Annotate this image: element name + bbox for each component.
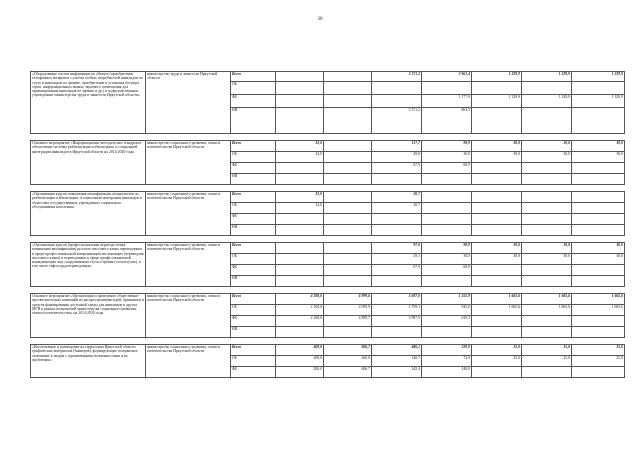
amount-cell: 1 329,9 — [522, 95, 572, 108]
amount-cell — [324, 225, 372, 236]
page-number: 30 — [317, 17, 323, 22]
amount-cell — [276, 72, 324, 82]
amount-cell: 97,0 — [372, 243, 422, 254]
amount-cell: 3 371,2 — [372, 108, 422, 134]
amount-cell — [276, 225, 324, 236]
table-gap-cell — [31, 185, 625, 192]
amount-cell: 345,4 — [372, 367, 422, 378]
amount-cell — [572, 82, 625, 95]
funding-source-label: ФБ — [231, 316, 276, 327]
amount-cell — [324, 254, 372, 265]
measure-description: «Организация курсов (профессиональная переподготовка, повышение квалификации) русского жестового языка переводчиков в сфере профессиональной коммуникации неслышащих (переводчик жестового языка) и переводчиков в сфере профессиональной коммуникации лиц с нарушениями слуха и зрения (слепоглухих), в том числе тифлосурдопереводчиков» — [31, 243, 146, 287]
amount-cell: 67,9 — [372, 163, 422, 174]
executor-cell: министерство социального развития, опеки и попечительства Иркутской области — [146, 243, 231, 287]
amount-cell — [276, 265, 324, 276]
amount-cell: 25,0 — [472, 356, 522, 367]
amount-cell — [572, 316, 625, 327]
funding-source-label: ОБ — [231, 203, 276, 214]
amount-cell: 1 665,6 — [472, 305, 522, 316]
table-gap — [31, 185, 625, 192]
funding-source-label: Всего — [231, 72, 276, 82]
table-gap — [31, 134, 625, 141]
amount-cell — [422, 276, 472, 287]
amount-cell: 117,7 — [372, 141, 422, 152]
amount-cell: 30,0 — [522, 152, 572, 163]
amount-cell: 6 999,6 — [324, 294, 372, 305]
measure-description: «Оборудование систем информации на объекте (приобретение телефонных аппаратов с учетом особых потребностей инвалидов по слуху и инвалидов по зрению, приобретение и установка бегущих строк, информационных знаков, звукового оповещения для ориентирования инвалидов по зрению и др.) в подведомственных учреждениях министерства труда и занятости Иркутской области» — [31, 72, 146, 134]
amount-cell: 4 208,0 — [276, 294, 324, 305]
amount-cell — [522, 316, 572, 327]
amount-cell: 863,5 — [422, 108, 472, 134]
amount-cell: 30,0 — [422, 254, 472, 265]
amount-cell: 20,7 — [372, 192, 422, 203]
amount-cell — [522, 82, 572, 95]
funding-source-label: НИ — [231, 276, 276, 287]
amount-cell: 29,1 — [372, 254, 422, 265]
amount-cell: 20,7 — [372, 203, 422, 214]
amount-cell — [572, 327, 625, 338]
amount-cell: 2 108,0 — [276, 316, 324, 327]
amount-cell — [572, 265, 625, 276]
amount-cell — [472, 203, 522, 214]
amount-cell — [372, 225, 422, 236]
amount-cell: 2 100,0 — [276, 305, 324, 316]
funding-source-label: ФБ — [231, 214, 276, 225]
amount-cell: 610,3 — [422, 316, 472, 327]
amount-cell: 140,7 — [372, 356, 422, 367]
amount-cell — [522, 327, 572, 338]
amount-cell: 1 329,9 — [572, 95, 625, 108]
amount-cell: 30,0 — [472, 243, 522, 254]
amount-cell — [276, 174, 324, 185]
amount-cell: 2 061,4 — [422, 72, 472, 82]
funding-source-label: ОБ — [231, 152, 276, 163]
funding-source-label: НИ — [231, 174, 276, 185]
amount-cell — [276, 95, 324, 108]
executor-cell: министерство социального развития, опеки и попечительства Иркутской области — [146, 345, 231, 378]
amount-cell — [572, 174, 625, 185]
amount-cell: 32,0 — [276, 152, 324, 163]
amount-cell — [522, 163, 572, 174]
amount-cell — [324, 276, 372, 287]
amount-cell: 25,0 — [522, 356, 572, 367]
amount-cell: 25,0 — [522, 345, 572, 356]
amount-cell — [522, 265, 572, 276]
amount-cell: 1 555,9 — [422, 294, 472, 305]
amount-cell — [324, 243, 372, 254]
amount-cell — [324, 152, 372, 163]
amount-cell: 4 899,7 — [324, 316, 372, 327]
amount-cell — [422, 203, 472, 214]
amount-cell: 208,0 — [276, 356, 324, 367]
amount-cell — [522, 276, 572, 287]
amount-cell — [422, 192, 472, 203]
amount-cell: 30,0 — [422, 152, 472, 163]
amount-cell: 606,7 — [324, 367, 372, 378]
amount-cell — [522, 367, 572, 378]
amount-cell: 220,9 — [422, 345, 472, 356]
amount-cell — [276, 214, 324, 225]
amount-cell — [276, 108, 324, 134]
amount-cell — [472, 276, 522, 287]
amount-cell — [522, 203, 572, 214]
amount-cell — [276, 254, 324, 265]
amount-cell: 68,9 — [422, 163, 472, 174]
funding-source-label: Всего — [231, 243, 276, 254]
amount-cell — [276, 243, 324, 254]
amount-cell: 30,0 — [522, 141, 572, 152]
amount-cell — [472, 82, 522, 95]
table-row — [31, 192, 625, 203]
executor-cell: министерство социального развития, опеки и попечительства Иркутской области — [146, 192, 231, 236]
amount-cell — [422, 214, 472, 225]
amount-cell: 1 329,9 — [472, 95, 522, 108]
amount-cell — [372, 276, 422, 287]
amount-cell: 1 329,9 — [572, 72, 625, 82]
table-gap-cell — [31, 236, 625, 243]
amount-cell — [276, 82, 324, 95]
amount-cell — [276, 276, 324, 287]
amount-cell: 408,0 — [276, 345, 324, 356]
amount-cell — [472, 316, 522, 327]
amount-cell — [472, 214, 522, 225]
funding-source-label: ФБ — [231, 163, 276, 174]
amount-cell: 30,0 — [572, 254, 625, 265]
funding-source-label: НИ — [231, 108, 276, 134]
amount-cell — [472, 367, 522, 378]
amount-cell — [572, 214, 625, 225]
amount-cell: 1 665,6 — [472, 294, 522, 305]
amount-cell — [276, 327, 324, 338]
amount-cell: 30,0 — [522, 243, 572, 254]
amount-cell — [422, 174, 472, 185]
table-row — [31, 141, 625, 152]
amount-cell — [572, 225, 625, 236]
table-row — [31, 72, 625, 82]
amount-cell — [422, 327, 472, 338]
amount-cell: 200,0 — [276, 367, 324, 378]
amount-cell — [572, 367, 625, 378]
table-gap-cell — [31, 287, 625, 294]
funding-source-label: Всего — [231, 345, 276, 356]
amount-cell: 30,0 — [472, 141, 522, 152]
amount-cell — [522, 192, 572, 203]
amount-cell — [324, 214, 372, 225]
funding-source-label: ОБ — [231, 305, 276, 316]
amount-cell: 260,0 — [324, 356, 372, 367]
measure-description: «Изготовление и размещение на территории Иркутской области графических материалов (баннеров), формирующих толерантное отношение к людям с ограниченными возможностями и их проблемам» — [31, 345, 146, 378]
amount-cell: 1 665,6 — [572, 305, 625, 316]
amount-cell: 49,8 — [372, 152, 422, 163]
amount-cell — [372, 95, 422, 108]
amount-cell — [422, 82, 472, 95]
funding-source-label: ФБ — [231, 95, 276, 108]
amount-cell: 25,0 — [472, 345, 522, 356]
funding-source-label: ФБ — [231, 367, 276, 378]
amount-cell: 30,0 — [522, 254, 572, 265]
funding-source-label: Всего — [231, 294, 276, 305]
amount-cell: 1 665,6 — [522, 305, 572, 316]
amount-cell: 25,0 — [572, 345, 625, 356]
amount-cell — [422, 225, 472, 236]
table-gap — [31, 287, 625, 294]
amount-cell: 1 329,9 — [522, 72, 572, 82]
amount-cell — [472, 163, 522, 174]
table-gap-cell — [31, 338, 625, 345]
amount-cell — [522, 214, 572, 225]
funding-source-label: Всего — [231, 141, 276, 152]
amount-cell: 1 177,9 — [422, 95, 472, 108]
amount-cell: 30,0 — [572, 152, 625, 163]
amount-cell: 98,9 — [422, 141, 472, 152]
table-gap — [31, 236, 625, 243]
amount-cell: 68,9 — [422, 265, 472, 276]
amount-cell — [472, 327, 522, 338]
table-row — [31, 243, 625, 254]
amount-cell — [472, 192, 522, 203]
amount-cell: 32,0 — [276, 192, 324, 203]
amount-cell — [572, 203, 625, 214]
table-row — [31, 294, 625, 305]
amount-cell — [572, 108, 625, 134]
funding-source-label: ОБ — [231, 82, 276, 95]
measure-description: Основное мероприятие «Организация и проведение общественно-просветительских кампаний по распространению идей, принципов и средств формирования доступной среды для инвалидов и других МГН в рамках полномочий министерства социального развития, опеки и попечительства» на 2014-2020 годы — [31, 294, 146, 338]
amount-cell — [522, 174, 572, 185]
amount-cell — [522, 108, 572, 134]
funding-source-label: ОБ — [231, 356, 276, 367]
amount-cell — [372, 174, 422, 185]
measure-description: «Организация курсов повышения квалификации специалистов по реабилитации и абилитации, и социальной интеграции инвалидов в областных государственных учреждениях социального обслуживания населения» — [31, 192, 146, 236]
amount-cell: 1 709,1 — [372, 305, 422, 316]
amount-cell: 30,0 — [472, 152, 522, 163]
funding-source-label: НИ — [231, 327, 276, 338]
amount-cell: 67,9 — [372, 265, 422, 276]
amount-cell: 72,9 — [422, 356, 472, 367]
amount-cell — [324, 265, 372, 276]
executor-cell: министерство труда и занятости Иркутской области — [146, 72, 231, 134]
amount-cell: 98,9 — [422, 243, 472, 254]
amount-cell — [372, 327, 422, 338]
amount-cell: 148,0 — [422, 367, 472, 378]
amount-cell — [324, 203, 372, 214]
amount-cell — [324, 192, 372, 203]
table-gap-cell — [31, 134, 625, 141]
amount-cell — [572, 276, 625, 287]
funding-source-label: НИ — [231, 225, 276, 236]
executor-cell: министерство социального развития, опеки и попечительства Иркутской области — [146, 294, 231, 338]
amount-cell — [324, 174, 372, 185]
amount-cell: 25,0 — [572, 356, 625, 367]
amount-cell — [324, 141, 372, 152]
amount-cell: 2 099,9 — [324, 305, 372, 316]
amount-cell — [324, 108, 372, 134]
amount-cell — [472, 225, 522, 236]
amount-cell — [522, 225, 572, 236]
executor-cell: министерство социального развития, опеки и попечительства Иркутской области — [146, 141, 231, 185]
amount-cell: 5 697,0 — [372, 294, 422, 305]
measure-description: Основное мероприятие «Информационно-методическое и кадровое обеспечение системы реабилитации и абилитации, и социальной интеграции инвалидов в Иркутской области на 2014-2020 годы — [31, 141, 146, 185]
amount-cell — [372, 214, 422, 225]
amount-cell: 30,0 — [572, 243, 625, 254]
amount-cell: 1 665,6 — [572, 294, 625, 305]
table-row — [31, 345, 625, 356]
amount-cell — [324, 72, 372, 82]
amount-cell — [472, 174, 522, 185]
amount-cell — [324, 82, 372, 95]
funding-source-label: Всего — [231, 192, 276, 203]
amount-cell: 30,0 — [572, 141, 625, 152]
funding-source-label: ОБ — [231, 254, 276, 265]
amount-cell: 32,0 — [276, 203, 324, 214]
amount-cell — [324, 95, 372, 108]
budget-table — [30, 71, 625, 378]
amount-cell: 866,7 — [324, 345, 372, 356]
amount-cell — [324, 163, 372, 174]
amount-cell — [276, 163, 324, 174]
amount-cell — [572, 163, 625, 174]
amount-cell: 32,0 — [276, 141, 324, 152]
amount-cell: 30,0 — [472, 254, 522, 265]
amount-cell: 1 665,6 — [522, 294, 572, 305]
amount-cell: 3 371,2 — [372, 72, 422, 82]
amount-cell: 3 987,9 — [372, 316, 422, 327]
amount-cell: 486,1 — [372, 345, 422, 356]
amount-cell — [372, 82, 422, 95]
amount-cell: 1 329,9 — [472, 72, 522, 82]
amount-cell — [324, 327, 372, 338]
amount-cell — [472, 265, 522, 276]
table-gap — [31, 338, 625, 345]
amount-cell — [472, 108, 522, 134]
amount-cell: 945,6 — [422, 305, 472, 316]
amount-cell — [572, 192, 625, 203]
funding-source-label: ФБ — [231, 265, 276, 276]
